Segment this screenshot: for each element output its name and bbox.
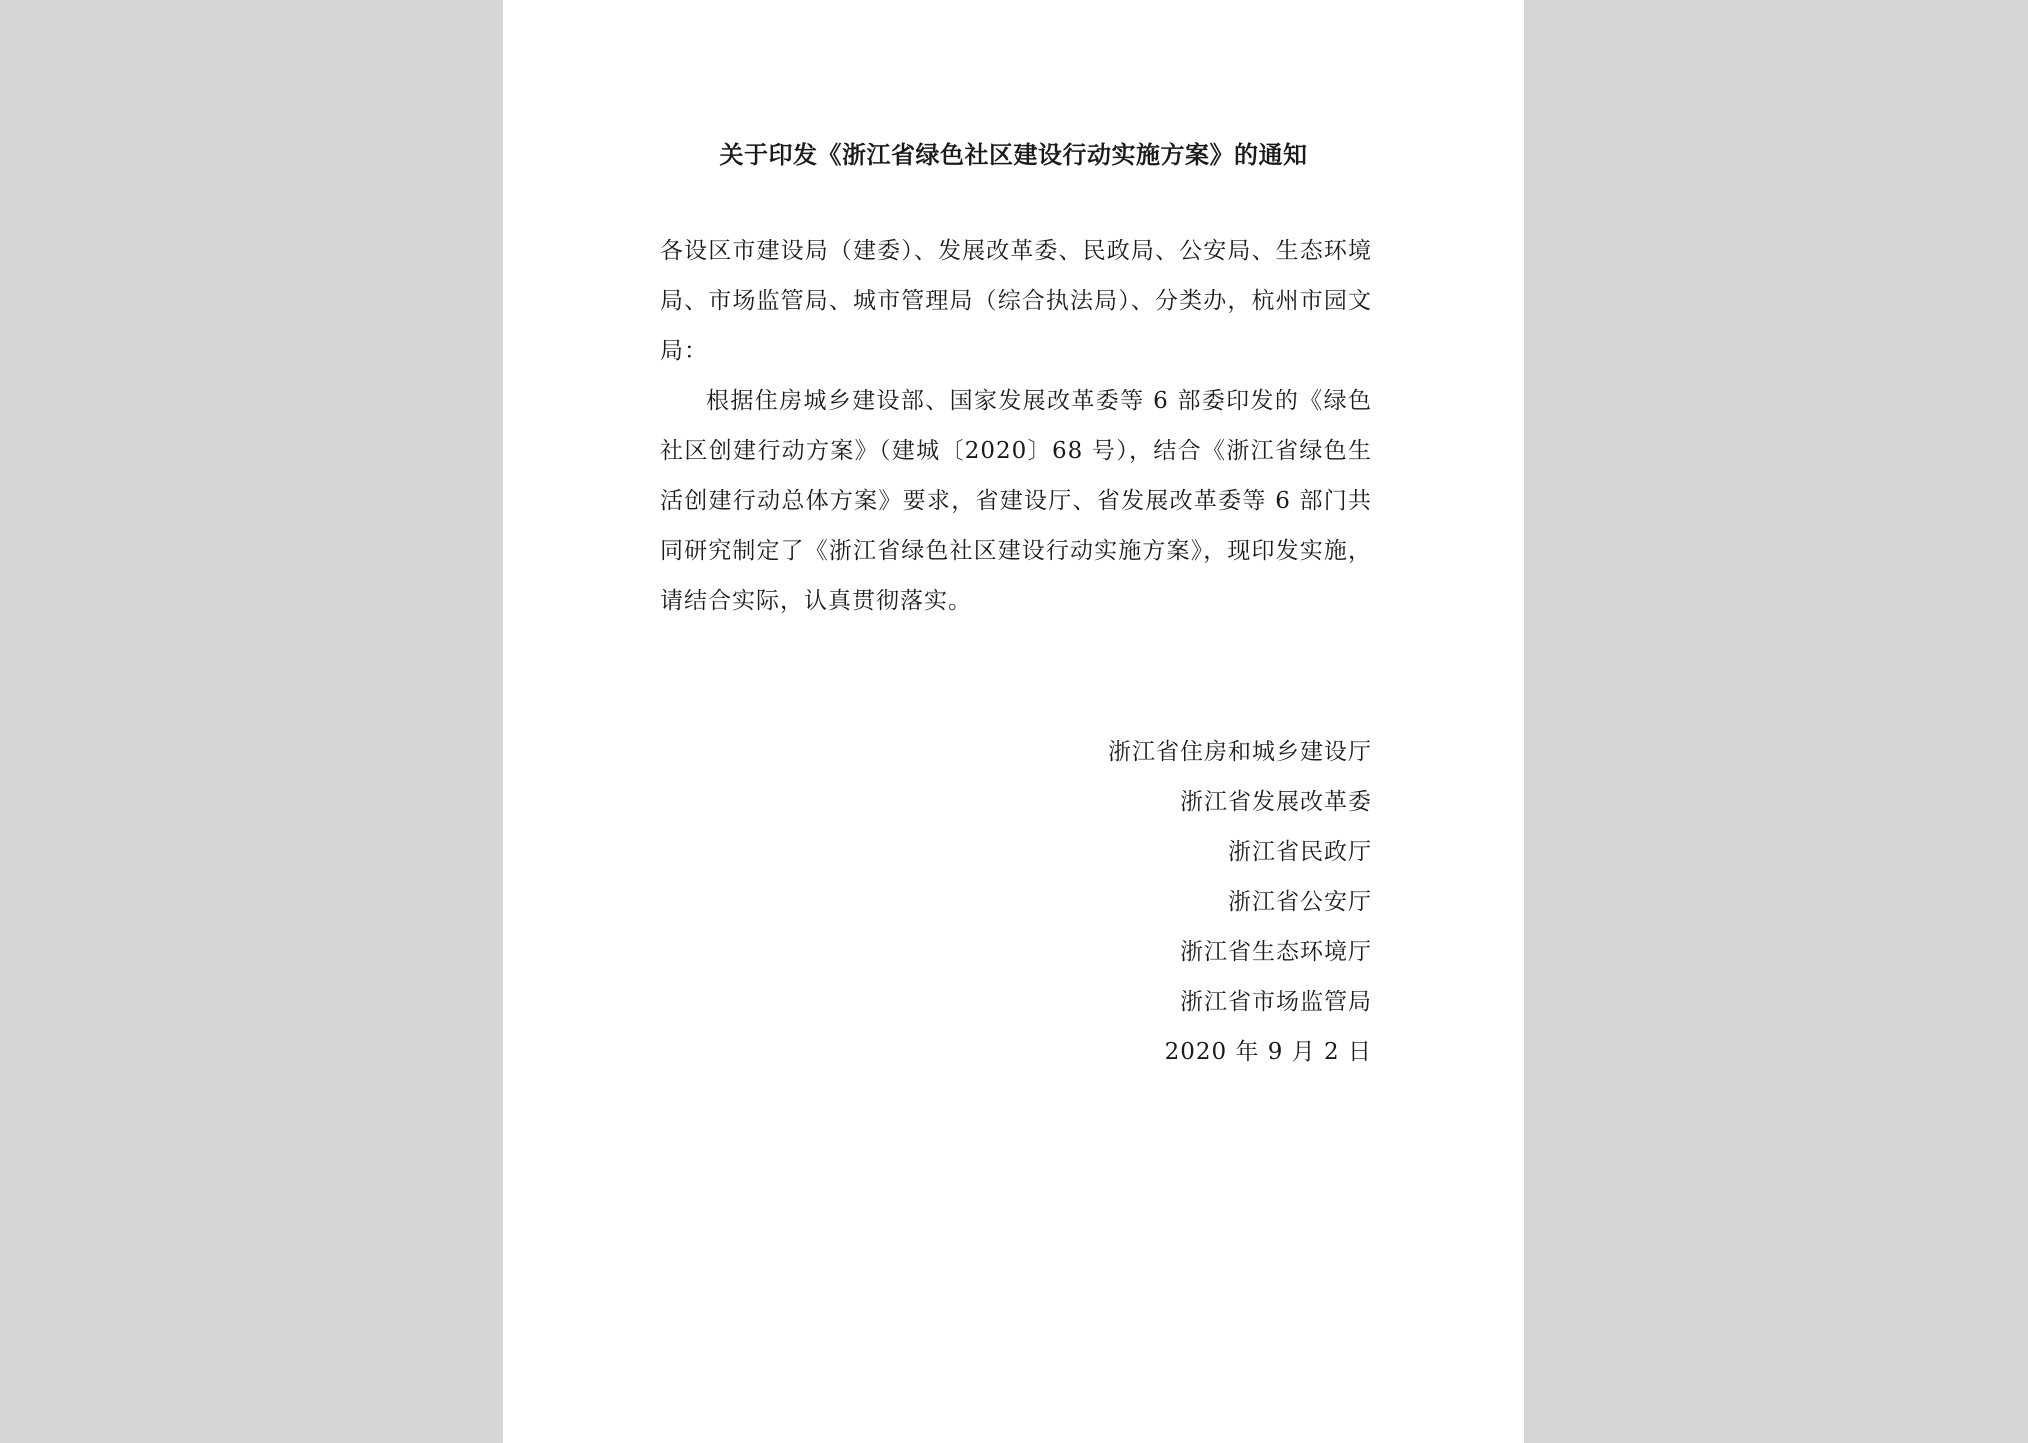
signature-line: 浙江省发展改革委 [1180,789,1372,815]
signature-block [1003,727,1372,1077]
document-date: 2020 年 9 月 2 日 [1164,1039,1372,1065]
signature-line: 浙江省民政厅 [1228,839,1372,865]
document-page [503,0,1524,1443]
signature-line: 浙江省市场监管局 [1180,989,1372,1015]
signature-line: 浙江省住房和城乡建设厅 [1108,739,1372,765]
document-title: 关于印发《浙江省绿色社区建设行动实施方案》的通知 [719,140,1308,169]
body-paragraph: 根据住房城乡建设部、国家发展改革委等 6 部委印发的《绿色社区创建行动方案》（建城〔2020〕68 号），结合《浙江省绿色生活创建行动总体方案》要求，省建设厅、省发展改革委等 6 部门共同研究制定了《浙江省绿色社区建设行动实施方案》，现印发实施，请结合实际，认真贯彻落实。 [660,388,1372,614]
signature-line: 浙江省公安厅 [1228,889,1372,915]
signature-line: 浙江省生态环境厅 [1180,939,1372,965]
salutation: 各设区市建设局（建委）、发展改革委、民政局、公安局、生态环境局、市场监管局、城市管理局（综合执法局）、分类办，杭州市园文局： [660,238,1372,364]
